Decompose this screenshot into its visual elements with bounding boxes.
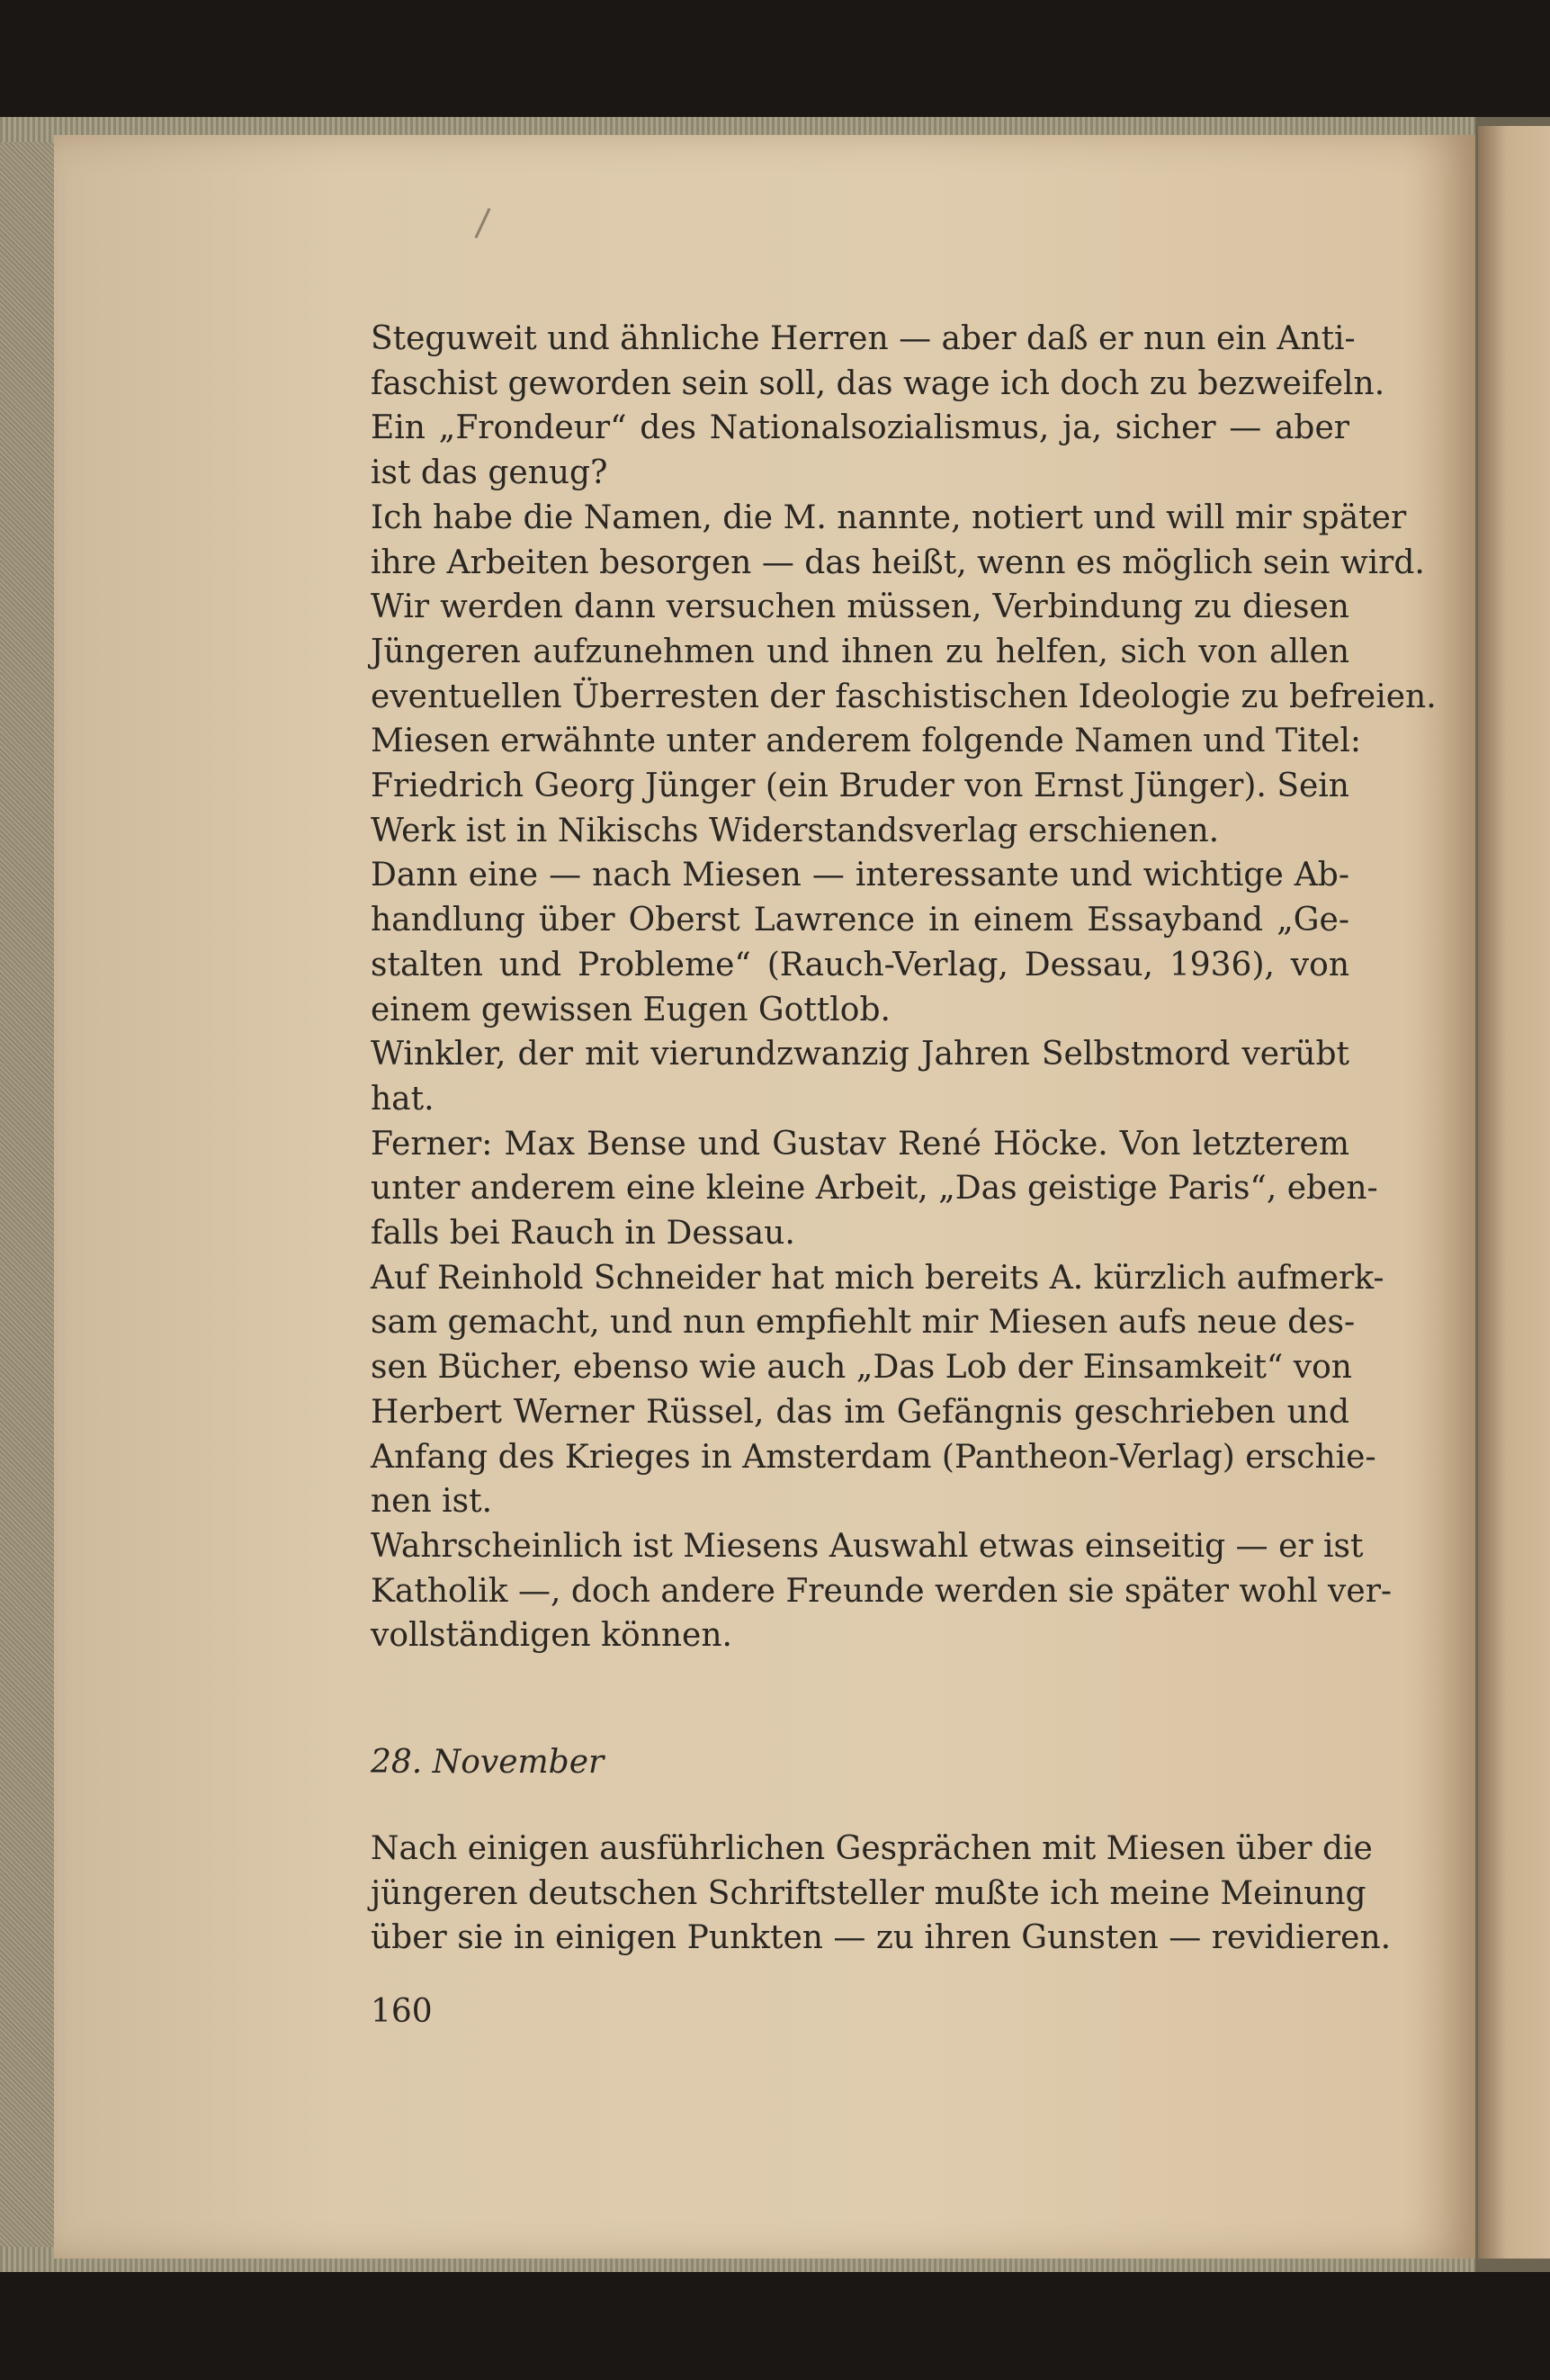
text-line: Jüngeren aufzunehmen und ihnen zu helfen, sich von allen: [371, 633, 1349, 670]
paragraph: [371, 1122, 1378, 1256]
text-line: Wir werden dann versuchen müssen, Verbindung zu diesen: [371, 588, 1349, 626]
text-line: falls bei Rauch in Dessau.: [371, 1215, 795, 1253]
text-line: unter anderem eine kleine Arbeit, „Das geistige Paris“, eben-: [371, 1170, 1378, 1208]
paragraph: [371, 317, 1385, 496]
date-heading: 28. November: [371, 1744, 605, 1782]
text-line: faschist geworden sein soll, das wage ich doch zu bezweifeln.: [371, 364, 1385, 402]
text-line: Herbert Werner Rüssel, das im Gefängnis geschrieben und: [371, 1393, 1349, 1431]
text-line: sam gemacht, und nun empfiehlt mir Miesen aufs neue des-: [371, 1304, 1356, 1342]
paragraph: [371, 853, 1349, 1032]
text-line: vollständigen können.: [371, 1617, 732, 1655]
text-line: ist das genug?: [371, 454, 608, 492]
text-line: jüngeren deutschen Schriftsteller mußte ich meine Meinung: [371, 1874, 1366, 1912]
text-line: Ein „Frondeur“ des Nationalsozialismus, ja, sicher — aber: [371, 409, 1349, 447]
text-line: hat.: [371, 1080, 435, 1118]
text-line: Werk ist in Nikischs Widerstandsverlag erschienen.: [371, 812, 1220, 849]
text-line: Winkler, der mit vierundzwanzig Jahren Selbstmord verübt: [371, 1036, 1349, 1073]
text-line: nen ist.: [371, 1483, 493, 1521]
text-line: Anfang des Krieges in Amsterdam (Pantheon-Verlag) erschie-: [371, 1438, 1376, 1476]
paragraph: [371, 719, 1362, 853]
paragraph: [371, 1524, 1393, 1658]
final-paragraph: [371, 1827, 1392, 1961]
text-line: Miesen erwähnte unter anderem folgende Namen und Titel:: [371, 723, 1362, 760]
text-line: Wahrscheinlich ist Miesens Auswahl etwas einseitig — er ist: [371, 1527, 1364, 1565]
text-line: stalten und Probleme“ (Rauch-Verlag, Dessau, 1936), von: [371, 946, 1349, 983]
text-line: über sie in einigen Punkten — zu ihren Gunsten — revidieren.: [371, 1919, 1392, 1957]
body-paragraphs: [371, 317, 1437, 1658]
text-line: Nach einigen ausführlichen Gesprächen mit Miesen über die: [371, 1829, 1373, 1867]
paragraph: [371, 1256, 1384, 1524]
text-line: Ich habe die Namen, die M. nannte, notiert und will mir später: [371, 498, 1407, 536]
text-line: ihre Arbeiten besorgen — das heißt, wenn es möglich sein wird.: [371, 543, 1425, 581]
text-line: Katholik —, doch andere Freunde werden sie später wohl ver-: [371, 1572, 1393, 1610]
page-number: 160: [371, 1993, 433, 2030]
paragraph: [371, 585, 1437, 719]
text-line: Auf Reinhold Schneider hat mich bereits A. kürzlich aufmerk-: [371, 1259, 1384, 1297]
text-line: sen Bücher, ebenso wie auch „Das Lob der Einsamkeit“ von: [371, 1349, 1352, 1387]
text-line: Friedrich Georg Jünger (ein Bruder von Ernst Jünger). Sein: [371, 768, 1349, 805]
text-line: einem gewissen Eugen Gottlob.: [371, 991, 891, 1028]
page-text: [371, 317, 1437, 1961]
paragraph: [371, 1032, 1349, 1121]
text-line: handlung über Oberst Lawrence in einem Essayband „Ge-: [371, 902, 1349, 939]
text-line: eventuellen Überresten der faschistischen Ideologie zu befreien.: [371, 678, 1437, 715]
facing-page-edge: [1478, 126, 1550, 2259]
text-line: Dann eine — nach Miesen — interessante und wichtige Ab-: [371, 857, 1349, 894]
paragraph: [371, 496, 1425, 585]
text-line: Steguweit und ähnliche Herren — aber daß er nun ein Anti-: [371, 320, 1356, 357]
text-line: Ferner: Max Bense und Gustav René Höcke. Von letzterem: [371, 1125, 1349, 1163]
